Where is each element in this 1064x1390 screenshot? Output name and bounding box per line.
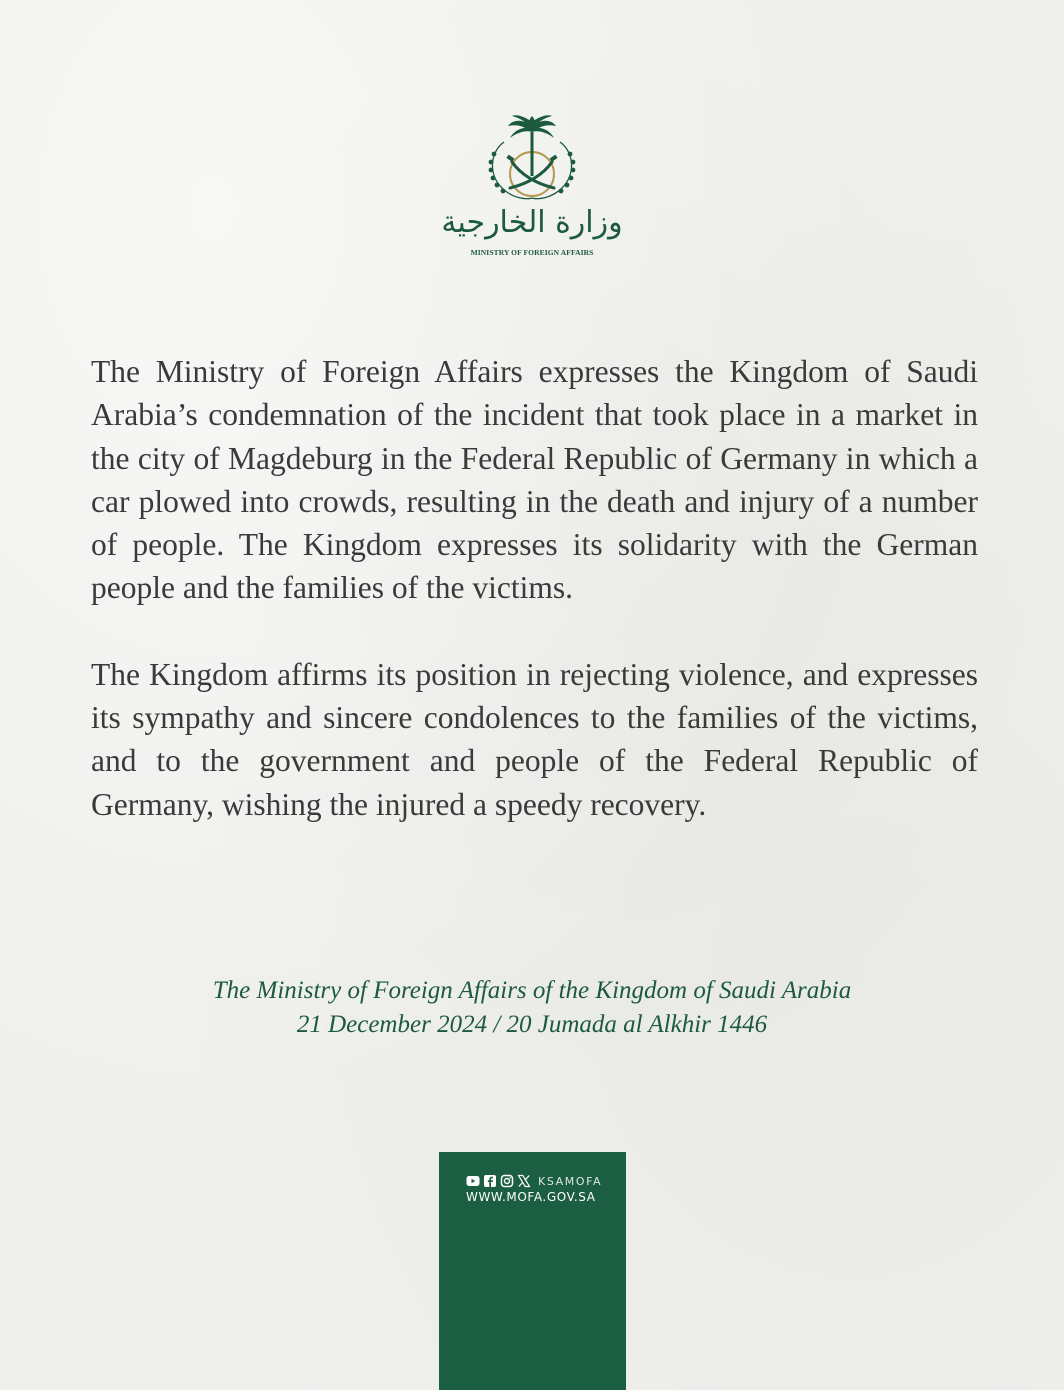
social-links-row [466,1174,602,1188]
facebook-icon[interactable] [483,1174,497,1188]
signature-issuer: The Ministry of Foreign Affairs of the Kingdom of Saudi Arabia [212,977,852,1004]
footer-contact-box [439,1152,626,1390]
instagram-icon[interactable] [500,1174,514,1188]
x-icon[interactable] [517,1174,531,1188]
statement-paragraph-1: The Ministry of Foreign Affairs expresses the Kingdom of Saudi Arabia’s condemnation of the incident that took place in a market in the city of Magdeburg in the Federal Republic of Germany in which a car plowed into crowds, resulting in the death and injury of a number of people. The Kingdom expresses its solidarity with the German people and the families of the victims. [91,354,978,606]
social-handle: KSAMOFA [538,1174,603,1188]
signature-block [132,974,932,1042]
statement-body [91,350,978,826]
ministry-english-title: MINISTRY OF FOREIGN AFFAIRS [470,248,594,257]
website-link[interactable]: WWW.MOFA.GOV.SA [466,1190,596,1204]
youtube-icon[interactable] [466,1174,480,1188]
signature-date: 21 December 2024 / 20 Jumada al Alkhir 1446 [296,1011,768,1038]
statement-paragraph-2: The Kingdom affirms its position in rejecting violence, and expresses its sympathy and sincere condolences to the families of the victims, and to the government and people of the Federal Republic of Germany, wishing the injured a speedy recovery. [91,656,978,822]
ministry-arabic-title: وزارة الخارجية [441,205,623,240]
saudi-emblem-logo [482,112,582,204]
